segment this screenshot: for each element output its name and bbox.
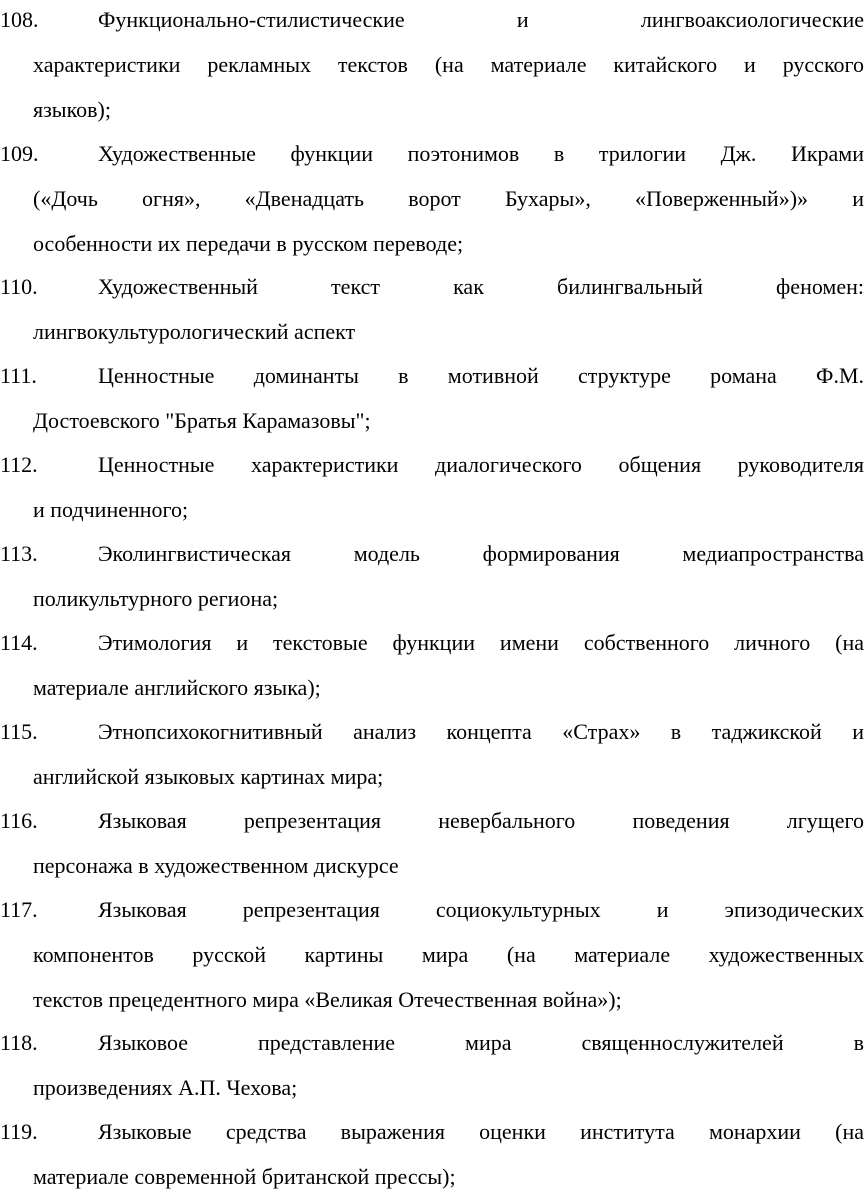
item-text-line: языков); — [33, 97, 111, 122]
item-text-line: английской языковых картинах мира; — [33, 764, 384, 789]
item-text-line: («Дочь огня», «Двенадцать ворот Бухары», «Поверженный»)» и — [33, 186, 864, 211]
item-number: 119. — [0, 1119, 38, 1144]
item-number: 110. — [0, 274, 38, 299]
item-text-line: Языковая репрезентация невербального поведения лгущего — [98, 808, 864, 833]
item-number: 113. — [0, 541, 38, 566]
item-text-line: Художественный текст как билингвальный феномен: — [98, 274, 864, 299]
item-number: 116. — [0, 808, 38, 833]
item-number: 111. — [0, 363, 37, 388]
item-text-line: лингвокультурологический аспект — [33, 319, 356, 344]
item-text-line: Функционально-стилистические и лингвоаксиологические — [98, 7, 864, 32]
item-text-line: персонажа в художественном дискурсе — [33, 853, 399, 878]
item-number: 114. — [0, 630, 38, 655]
item-text-line: поликультурного региона; — [33, 586, 279, 611]
item-number: 115. — [0, 719, 38, 744]
item-text-line: Достоевского "Братья Карамазовы"; — [33, 408, 371, 433]
item-text-line: текстов прецедентного мира «Великая Отечественная война»); — [33, 987, 622, 1012]
item-text-line: Этнопсихокогнитивный анализ концепта «Страх» в таджикской и — [98, 719, 864, 744]
item-text-line: Языковая репрезентация социокультурных и эпизодических — [98, 897, 864, 922]
item-number: 117. — [0, 897, 38, 922]
item-text-line: Языковое представление мира священнослужителей в — [98, 1030, 864, 1055]
item-text-line: Ценностные характеристики диалогического общения руководителя — [98, 452, 864, 477]
item-number: 112. — [0, 452, 38, 477]
item-text-line: Этимология и текстовые функции имени собственного личного (на — [98, 630, 864, 655]
item-number: 109. — [0, 141, 39, 166]
item-text-line: Языковые средства выражения оценки института монархии (на — [98, 1119, 864, 1144]
item-text-line: компонентов русской картины мира (на материале художественных — [33, 942, 864, 967]
item-number: 118. — [0, 1030, 38, 1055]
item-text-line: особенности их передачи в русском переводе; — [33, 231, 464, 256]
item-text-line: материале английского языка); — [33, 675, 321, 700]
item-text-line: произведениях А.П. Чехова; — [33, 1075, 298, 1100]
item-text-line: Эколингвистическая модель формирования медиапространства — [98, 541, 864, 566]
item-text-line: характеристики рекламных текстов (на материале китайского и русского — [33, 52, 864, 77]
item-text-line: и подчиненного; — [33, 497, 189, 522]
item-number: 108. — [0, 7, 39, 32]
item-text-line: Ценностные доминанты в мотивной структуре романа Ф.М. — [98, 363, 864, 388]
item-text-line: материале современной британской прессы); — [33, 1164, 456, 1189]
item-text-line: Художественные функции поэтонимов в трилогии Дж. Икрами — [98, 141, 864, 166]
